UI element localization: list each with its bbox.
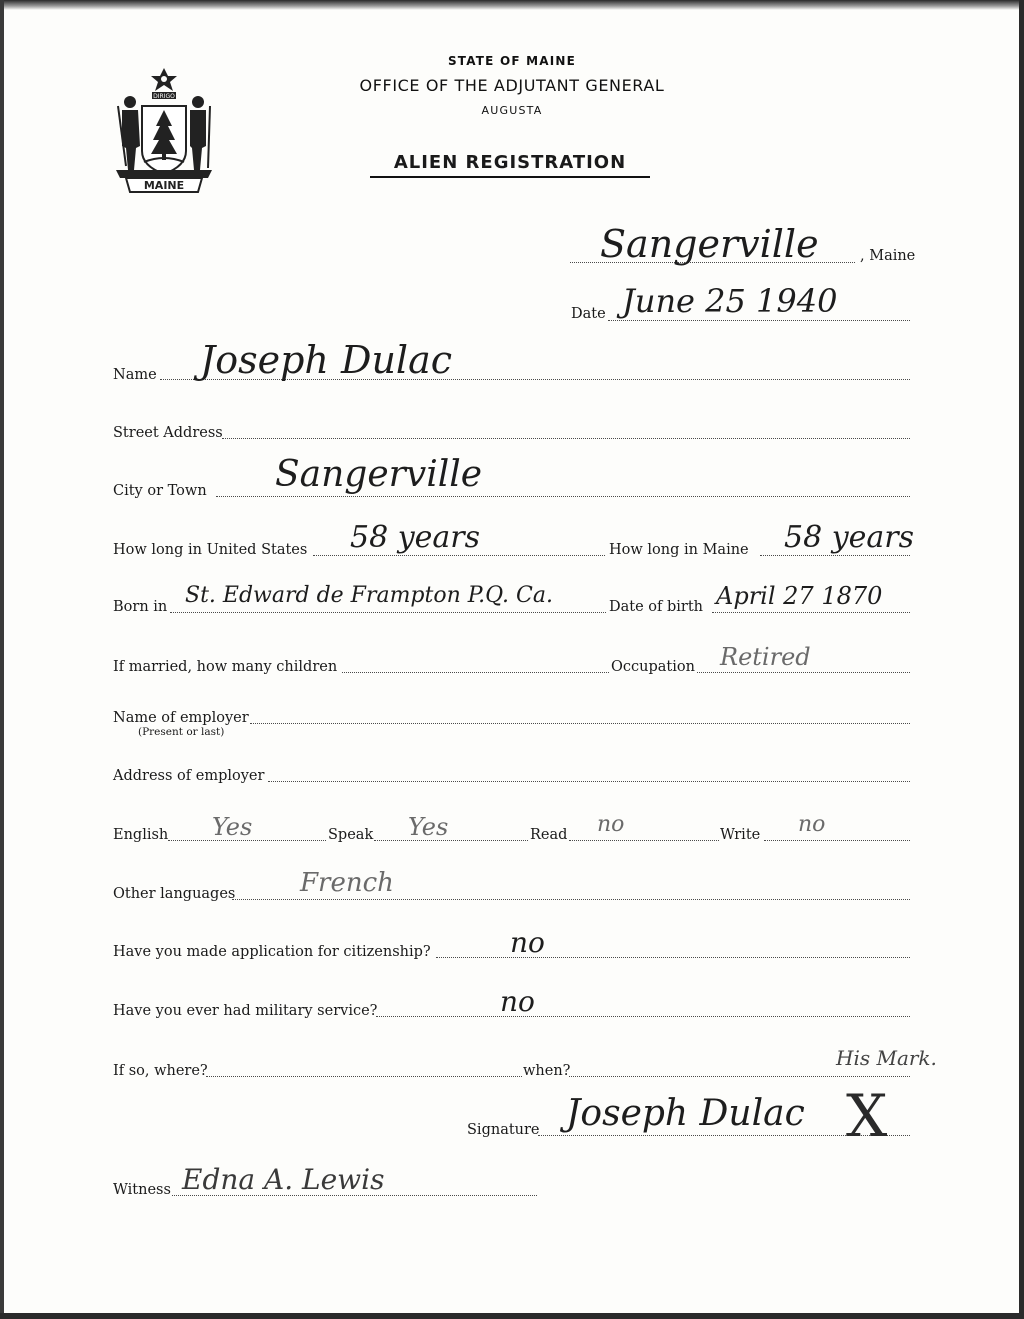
date-value: June 25 1940 xyxy=(622,282,838,320)
read-line xyxy=(569,840,719,841)
military-line xyxy=(376,1016,910,1017)
scan-edge-bottom xyxy=(0,1313,1024,1319)
form-title: ALIEN REGISTRATION xyxy=(370,152,650,178)
occupation-value: Retired xyxy=(720,643,811,671)
signature-value: Joseph Dulac xyxy=(566,1093,805,1134)
scan-edge-left xyxy=(0,0,4,1319)
date-of-birth-line xyxy=(712,612,910,613)
born-in-label: Born in xyxy=(113,599,168,615)
when-label: when? xyxy=(523,1063,571,1079)
read-value: no xyxy=(597,812,625,837)
where-line xyxy=(206,1076,522,1077)
date-of-birth-value: April 27 1870 xyxy=(716,582,883,610)
city-label: City or Town xyxy=(113,483,207,499)
how-long-us-value: 58 years xyxy=(350,520,481,555)
other-languages-label: Other languages xyxy=(113,886,236,902)
citizenship-value: no xyxy=(510,926,545,959)
children-label: If married, how many children xyxy=(113,659,338,675)
seal-banner: MAINE xyxy=(143,179,185,192)
write-line xyxy=(764,840,910,841)
street-address-line xyxy=(222,438,910,439)
street-address-label: Street Address xyxy=(113,425,223,441)
header-office: OFFICE OF THE ADJUTANT GENERAL xyxy=(359,76,665,95)
write-value: no xyxy=(798,812,826,837)
state-suffix: , Maine xyxy=(860,248,916,264)
write-label: Write xyxy=(720,827,761,843)
header-state: STATE OF MAINE xyxy=(447,54,577,68)
when-line xyxy=(569,1076,910,1077)
name-value: Joseph Dulac xyxy=(200,338,453,382)
scan-edge-right xyxy=(1019,0,1024,1319)
children-line xyxy=(342,672,609,673)
date-line xyxy=(608,320,910,321)
born-in-value: St. Edward de Frampton P.Q. Ca. xyxy=(185,583,553,608)
header-city: AUGUSTA xyxy=(481,104,543,117)
speak-label: Speak xyxy=(328,827,374,843)
date-of-birth-label: Date of birth xyxy=(609,599,704,615)
signature-mark: X xyxy=(846,1082,888,1150)
how-long-us-label: How long in United States xyxy=(113,542,308,558)
speak-value: Yes xyxy=(408,813,449,841)
speak-line xyxy=(374,840,528,841)
military-value: no xyxy=(500,985,535,1018)
employer-address-label: Address of employer xyxy=(113,768,265,784)
city-value: Sangerville xyxy=(275,454,483,495)
employer-name-line xyxy=(250,723,910,724)
occupation-label: Occupation xyxy=(611,659,695,675)
employer-address-line xyxy=(268,781,910,782)
how-long-maine-value: 58 years xyxy=(784,520,915,555)
signature-label: Signature xyxy=(467,1122,540,1138)
english-value: Yes xyxy=(212,813,253,841)
his-mark-note: His Mark. xyxy=(836,1046,937,1070)
english-label: English xyxy=(113,827,169,843)
date-label: Date xyxy=(571,306,606,322)
how-long-maine-label: How long in Maine xyxy=(609,542,749,558)
how-long-maine-line xyxy=(760,555,910,556)
where-label: If so, where? xyxy=(113,1063,208,1079)
read-label: Read xyxy=(530,827,568,843)
born-in-line xyxy=(170,612,606,613)
scan-edge-top xyxy=(0,0,1024,10)
witness-label: Witness xyxy=(113,1182,171,1198)
witness-value: Edna A. Lewis xyxy=(182,1163,385,1196)
occupation-line xyxy=(697,672,910,673)
other-languages-value: French xyxy=(300,868,394,898)
military-label: Have you ever had military service? xyxy=(113,1003,378,1019)
maine-seal-icon xyxy=(112,66,216,196)
city-line xyxy=(216,496,910,497)
other-languages-line xyxy=(232,899,910,900)
citizenship-line xyxy=(436,957,910,958)
name-label: Name xyxy=(113,367,157,383)
citizenship-label: Have you made application for citizenship? xyxy=(113,944,431,960)
town-value: Sangerville xyxy=(600,222,819,266)
how-long-us-line xyxy=(313,555,605,556)
seal-motto: DIRIGO xyxy=(153,93,175,100)
employer-name-label: Name of employer xyxy=(113,710,249,726)
employer-note: (Present or last) xyxy=(138,726,225,738)
